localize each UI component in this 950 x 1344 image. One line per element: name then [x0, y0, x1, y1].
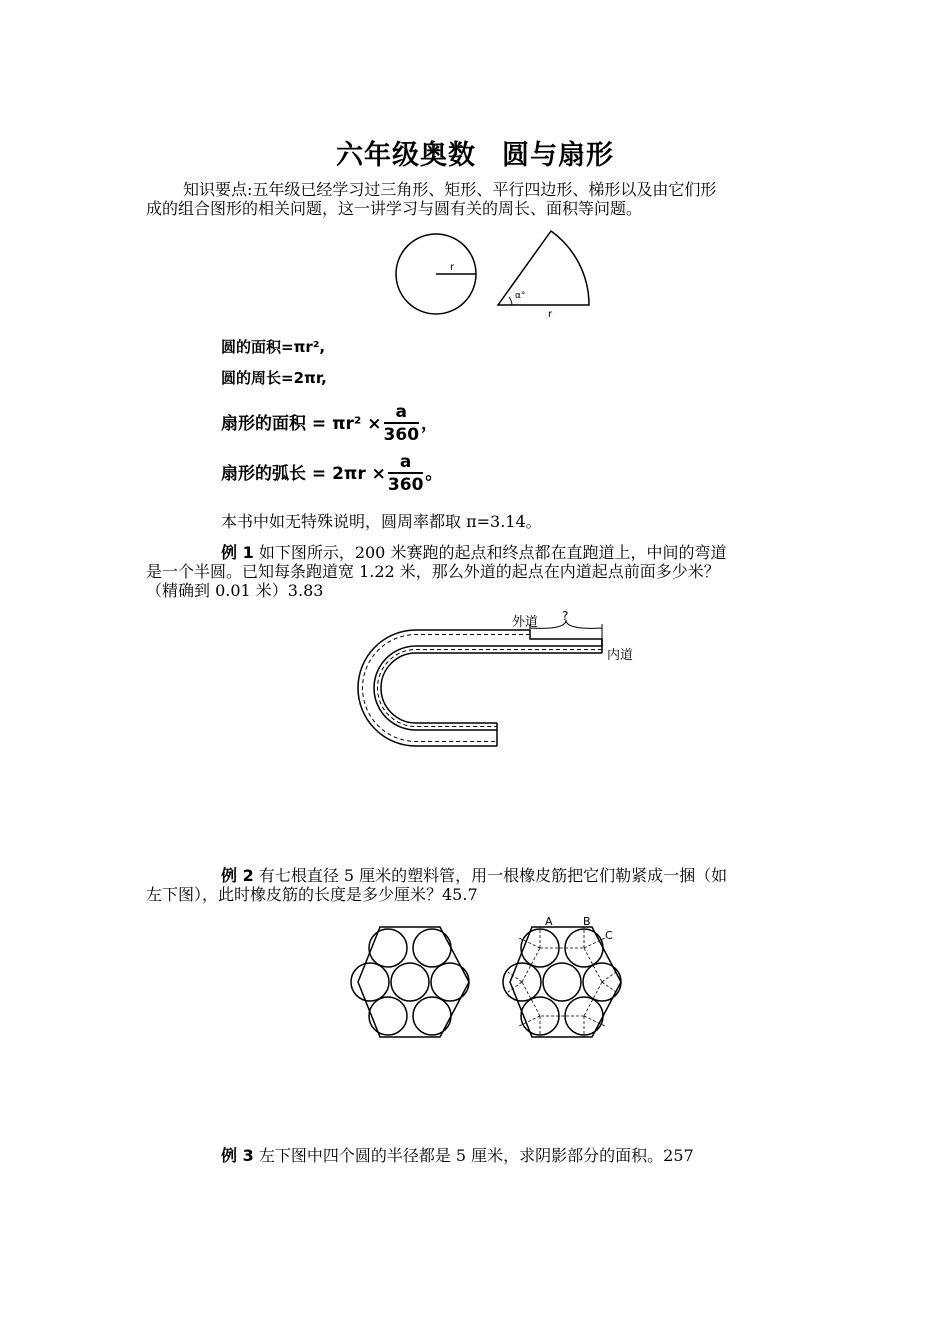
running-track-figure: [340, 608, 640, 758]
intro-line1: 知识要点:五年级已经学习过三角形、矩形、平行四边形、梯形以及由它们形: [183, 180, 717, 199]
page-title: [0, 133, 950, 172]
track-outer-edge: [358, 630, 530, 746]
formula-sector-arc: [221, 452, 442, 496]
example1-line3: （精确到 0.01 米）3.83: [146, 581, 324, 600]
pipe-circle: [413, 997, 451, 1035]
pipe-circle: [369, 929, 407, 967]
point-a-label: A: [545, 915, 553, 928]
example1-line2: 是一个半圆。已知每条跑道宽 1.22 米，那么外道的起点在内道起点前面多少米？: [146, 562, 720, 581]
circle-sector-figure: [390, 228, 600, 320]
formula-circle-area: 圆的面积=πr²,: [221, 338, 326, 356]
sector-area-fraction: [384, 402, 420, 446]
point-b-label: B: [583, 915, 591, 928]
pipes-bundle-right: [503, 927, 621, 1037]
sector-arc-fraction: [388, 452, 424, 496]
title-part2: 圆与扇形: [502, 140, 614, 171]
inner-lane-label: 内道: [607, 648, 634, 663]
fraction-denominator: 360: [383, 425, 420, 445]
sector-angle-arc: [509, 297, 512, 305]
example1-label: 例 1: [221, 543, 254, 562]
example2-line1: [221, 866, 727, 885]
construction-lines: [508, 927, 616, 1037]
sector-area-expr: πr² ×: [332, 414, 382, 434]
outer-lane-dashed-path: [363, 635, 530, 742]
pipes-bundle-left: [351, 927, 469, 1037]
example3-label: 例 3: [221, 1146, 254, 1165]
sector-radius-label: r: [548, 309, 553, 320]
fraction-numerator: a: [388, 452, 424, 474]
pipe-circle: [543, 963, 581, 1001]
pipe-circle: [391, 963, 429, 1001]
sector-arc-suffix: 。: [425, 464, 443, 484]
sector-arc-prefix: 扇形的弧长 =: [221, 464, 333, 484]
inner-lane-dashed-path: [378, 650, 603, 727]
formula-sector-area: [221, 402, 438, 446]
example1-line1: [221, 543, 726, 562]
example3-line: [221, 1146, 694, 1165]
example3-text: 左下图中四个圆的半径都是 5 厘米，求阴影部分的面积。257: [258, 1146, 694, 1165]
sector-area-suffix: ，: [421, 414, 439, 434]
fraction-numerator: a: [384, 402, 420, 424]
example2-label: 例 2: [221, 866, 254, 885]
example2-line2: 左下图），此时橡皮筋的长度是多少厘米？45.7: [146, 885, 478, 904]
sector-area-prefix: 扇形的面积 =: [221, 414, 333, 434]
outer-lane-label: 外道: [512, 615, 539, 630]
intro-line2: 成的组合图形的相关问题，这一讲学习与圆有关的周长、面积等问题。: [146, 199, 643, 218]
fraction-denominator: 360: [387, 475, 424, 495]
pi-note: 本书中如无特殊说明，圆周率都取 π=3.14。: [221, 512, 542, 531]
pipe-circle: [351, 963, 389, 1001]
sector-arc-expr: 2πr ×: [332, 464, 386, 484]
pipe-circle: [413, 929, 451, 967]
track-lane-divider: [381, 653, 602, 723]
sector-shape: [498, 231, 589, 305]
formula-circle-circumference: 圆的周长=2πr,: [221, 369, 327, 387]
example1-text1: 如下图所示，200 米赛跑的起点和终点都在直跑道上，中间的弯道: [258, 543, 727, 562]
track-outer-lane-end: [530, 630, 602, 646]
example2-text1: 有七根直径 5 厘米的塑料管，用一根橡皮筋把它们勒紧成一捆（如: [258, 866, 728, 885]
sector-angle-label: α°: [515, 291, 526, 301]
pipe-circle: [431, 963, 469, 1001]
circle-radius-label: r: [450, 262, 455, 273]
pipe-circle: [369, 997, 407, 1035]
point-c-label: C: [605, 929, 613, 942]
title-part1: 六年级奥数: [336, 140, 476, 171]
track-inner-edge: [374, 646, 602, 730]
question-mark-label: ?: [562, 609, 569, 623]
seven-pipes-figure: [350, 912, 640, 1042]
